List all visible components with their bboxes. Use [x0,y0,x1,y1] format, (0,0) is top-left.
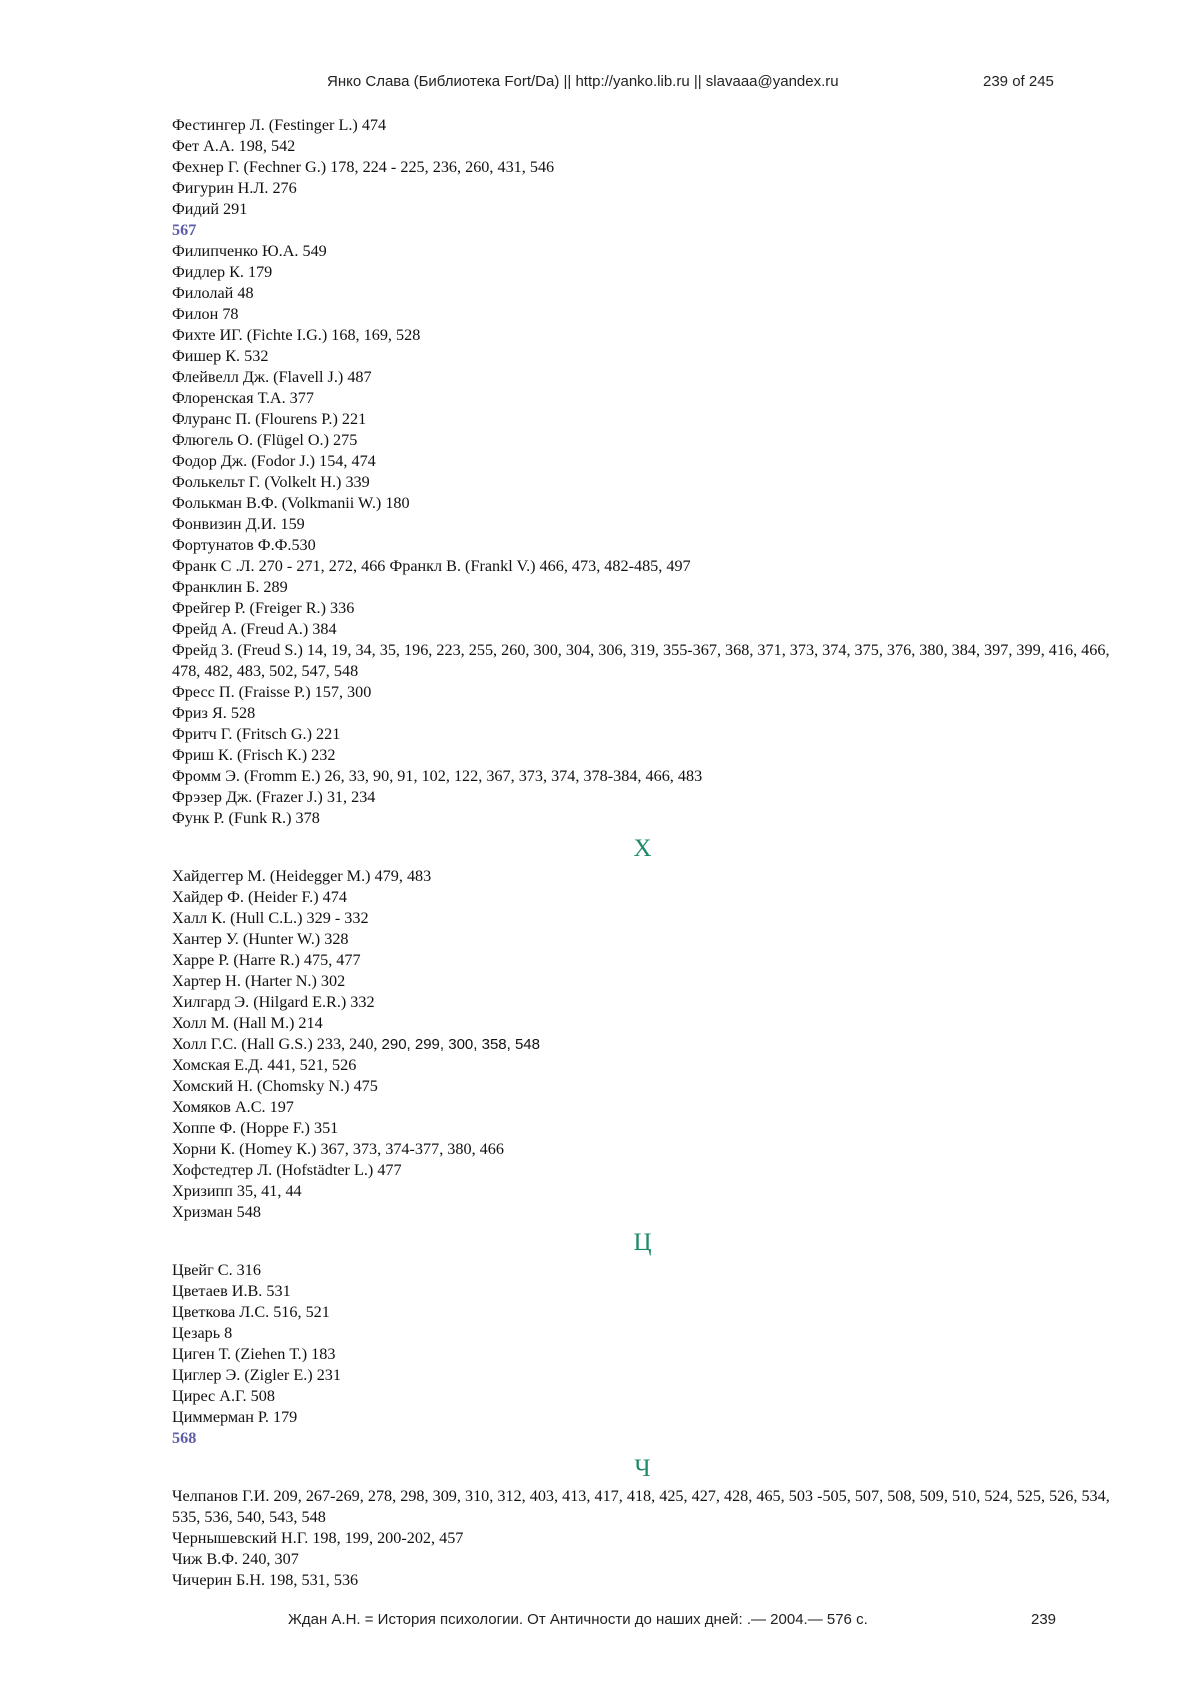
index-entry: Хайдеггер М. (Heidegger M.) 479, 483 [172,867,432,885]
index-entry: Цветаев И.В. 531 [172,1282,291,1300]
index-entry: Хофстедтер Л. (Hofstädter L.) 477 [172,1161,402,1179]
index-group-tse [172,1260,1132,1428]
footer-page-number: 239 [1031,1611,1057,1628]
index-entry: Франк С .Л. 270 - 271, 272, 466 Франкл В. (Frankl V.) 466, 473, 482-485, 497 [172,557,691,575]
index-group-f [172,115,1132,220]
index-entry: Фресс П. (Fraisse P.) 157, 300 [172,683,372,701]
section-letter-kha: Х [633,835,652,862]
index-entry: Цезарь 8 [172,1324,233,1342]
index-entry: Хомская Е.Д. 441, 521, 526 [172,1056,357,1074]
section-letter-tse: Ц [633,1229,652,1256]
source-page-marker: 568 [172,1429,197,1447]
index-entry: Фрейд А. (Freud A.) 384 [172,620,337,638]
source-page-marker: 567 [172,221,197,239]
index-entry: Филон 78 [172,305,239,323]
index-entry: Фритч Г. (Fritsch G.) 221 [172,725,341,743]
index-entry: Хризипп 35, 41, 44 [172,1182,302,1200]
index-entry: Хомяков А.С. 197 [172,1098,294,1116]
page-footer [0,1611,1200,1633]
index-entry: Флуранс П. (Flourens P.) 221 [172,410,367,428]
index-entry: Фолькман В.Ф. (Volkmanii W.) 180 [172,494,410,512]
index-entry: Фидий 291 [172,200,248,218]
index-entry: Фолькельт Г. (Volkelt Н.) 339 [172,473,370,491]
index-entry: Харре Р. (Harre R.) 475, 477 [172,951,361,969]
index-entry: Фестингер Л. (Festinger L.) 474 [172,116,387,134]
index-entry: Фидлер К. 179 [172,263,273,281]
index-entry: Филолай 48 [172,284,254,302]
index-content [172,115,1132,1591]
index-entry: Чернышевский Н.Г. 198, 199, 200-202, 457 [172,1529,464,1547]
index-entry: Циген Т. (Ziehen Т.) 183 [172,1345,336,1363]
index-entry: Фехнер Г. (Fechner G.) 178, 224 - 225, 236, 260, 431, 546 [172,158,555,176]
index-entry: Франклин Б. 289 [172,578,288,596]
index-entry: Хризман 548 [172,1203,261,1221]
index-entry: Цвейг С. 316 [172,1261,261,1279]
index-entry: Челпанов Г.И. 209, 267-269, 278, 298, 309, 310, 312, 403, 413, 417, 418, 425, 427, 428, 465, 503 -505, 507, 508, 509, 510, 524, 525, 526, 534, 535, 536, 540, 543, 548 [172,1487,1110,1526]
index-entry: Фишер К. 532 [172,347,269,365]
index-group-che [172,1486,1132,1591]
index-entry: Флоренская Т.А. 377 [172,389,314,407]
section-letter-che: Ч [634,1455,651,1482]
index-entry: Фриз Я. 528 [172,704,256,722]
index-entry: Хантер У. (Hunter W.) 328 [172,930,349,948]
index-entry: Хорни К. (Homey К.) 367, 373, 374-377, 380, 466 [172,1140,504,1158]
index-entry: Хилгард Э. (Hilgard E.R.) 332 [172,993,375,1011]
header-text: Янко Слава (Библиотека Fort/Da) || http://yanko.lib.ru || slavaaa@yandex.ru [327,73,839,90]
index-entry: Халл К. (Hull C.L.) 329 - 332 [172,909,369,927]
index-entry: Хайдер Ф. (Heider F.) 474 [172,888,347,906]
index-entry: Фодор Дж. (Fodor J.) 154, 474 [172,452,376,470]
index-entry: Флюгель О. (Flügel О.) 275 [172,431,358,449]
index-entry: Холл М. (Hall М.) 214 [172,1014,323,1032]
index-entry: Фихте ИГ. (Fichte I.G.) 168, 169, 528 [172,326,421,344]
index-entry-hall-gs [172,1034,1132,1055]
hall-gs-prefix: Холл Г.С. (Hall G.S.) 233, 240, [172,1035,382,1053]
header-page-counter: 239 of 245 [983,73,1054,90]
index-entry: Фрэзер Дж. (Frazer J.) 31, 234 [172,788,376,806]
index-entry: Циглер Э. (Zigler E.) 231 [172,1366,341,1384]
index-entry: Функ Р. (Funk R.) 378 [172,809,320,827]
index-entry: Фрейд 3. (Freud S.) 14, 19, 34, 35, 196, 223, 255, 260, 300, 304, 306, 319, 355-367, 368, 371, 373, 374, 375, 376, 380, 384, 397, 399, 416, 466, 478, 482, 483, 502, 547, 548 [172,641,1110,680]
index-entry: Флейвелл Дж. (Flavell J.) 487 [172,368,372,386]
index-entry: Чиж В.Ф. 240, 307 [172,1550,299,1568]
page-header [0,73,1200,95]
index-group-kha [172,866,1132,1223]
index-entry: Цирес А.Г. 508 [172,1387,275,1405]
footer-citation: Ждан А.Н. = История психологии. От Античности до наших дней: .— 2004.— 576 с. [288,1611,868,1628]
index-entry: Хомский Н. (Chomsky N.) 475 [172,1077,378,1095]
index-entry: Чичерин Б.Н. 198, 531, 536 [172,1571,359,1589]
hall-gs-pages: 290, 299, 300, 358, 548 [381,1036,540,1053]
index-entry: Цветкова Л.С. 516, 521 [172,1303,330,1321]
index-entry: Хартер Н. (Harter N.) 302 [172,972,346,990]
index-entry: Циммерман Р. 179 [172,1408,298,1426]
index-entry: Фриш К. (Frisch К.) 232 [172,746,336,764]
index-entry: Фрейгер Р. (Freiger R.) 336 [172,599,355,617]
index-entry: Фигурин Н.Л. 276 [172,179,297,197]
index-entry: Фет А.А. 198, 542 [172,137,296,155]
index-entry: Фонвизин Д.И. 159 [172,515,305,533]
index-entry: Фромм Э. (Fromm E.) 26, 33, 90, 91, 102, 122, 367, 373, 374, 378-384, 466, 483 [172,767,703,785]
index-entry: Филипченко Ю.А. 549 [172,242,327,260]
index-entry: Фортунатов Ф.Ф.530 [172,536,316,554]
index-group-f-continued [172,241,1132,829]
index-entry: Хоппе Ф. (Норре F.) 351 [172,1119,339,1137]
